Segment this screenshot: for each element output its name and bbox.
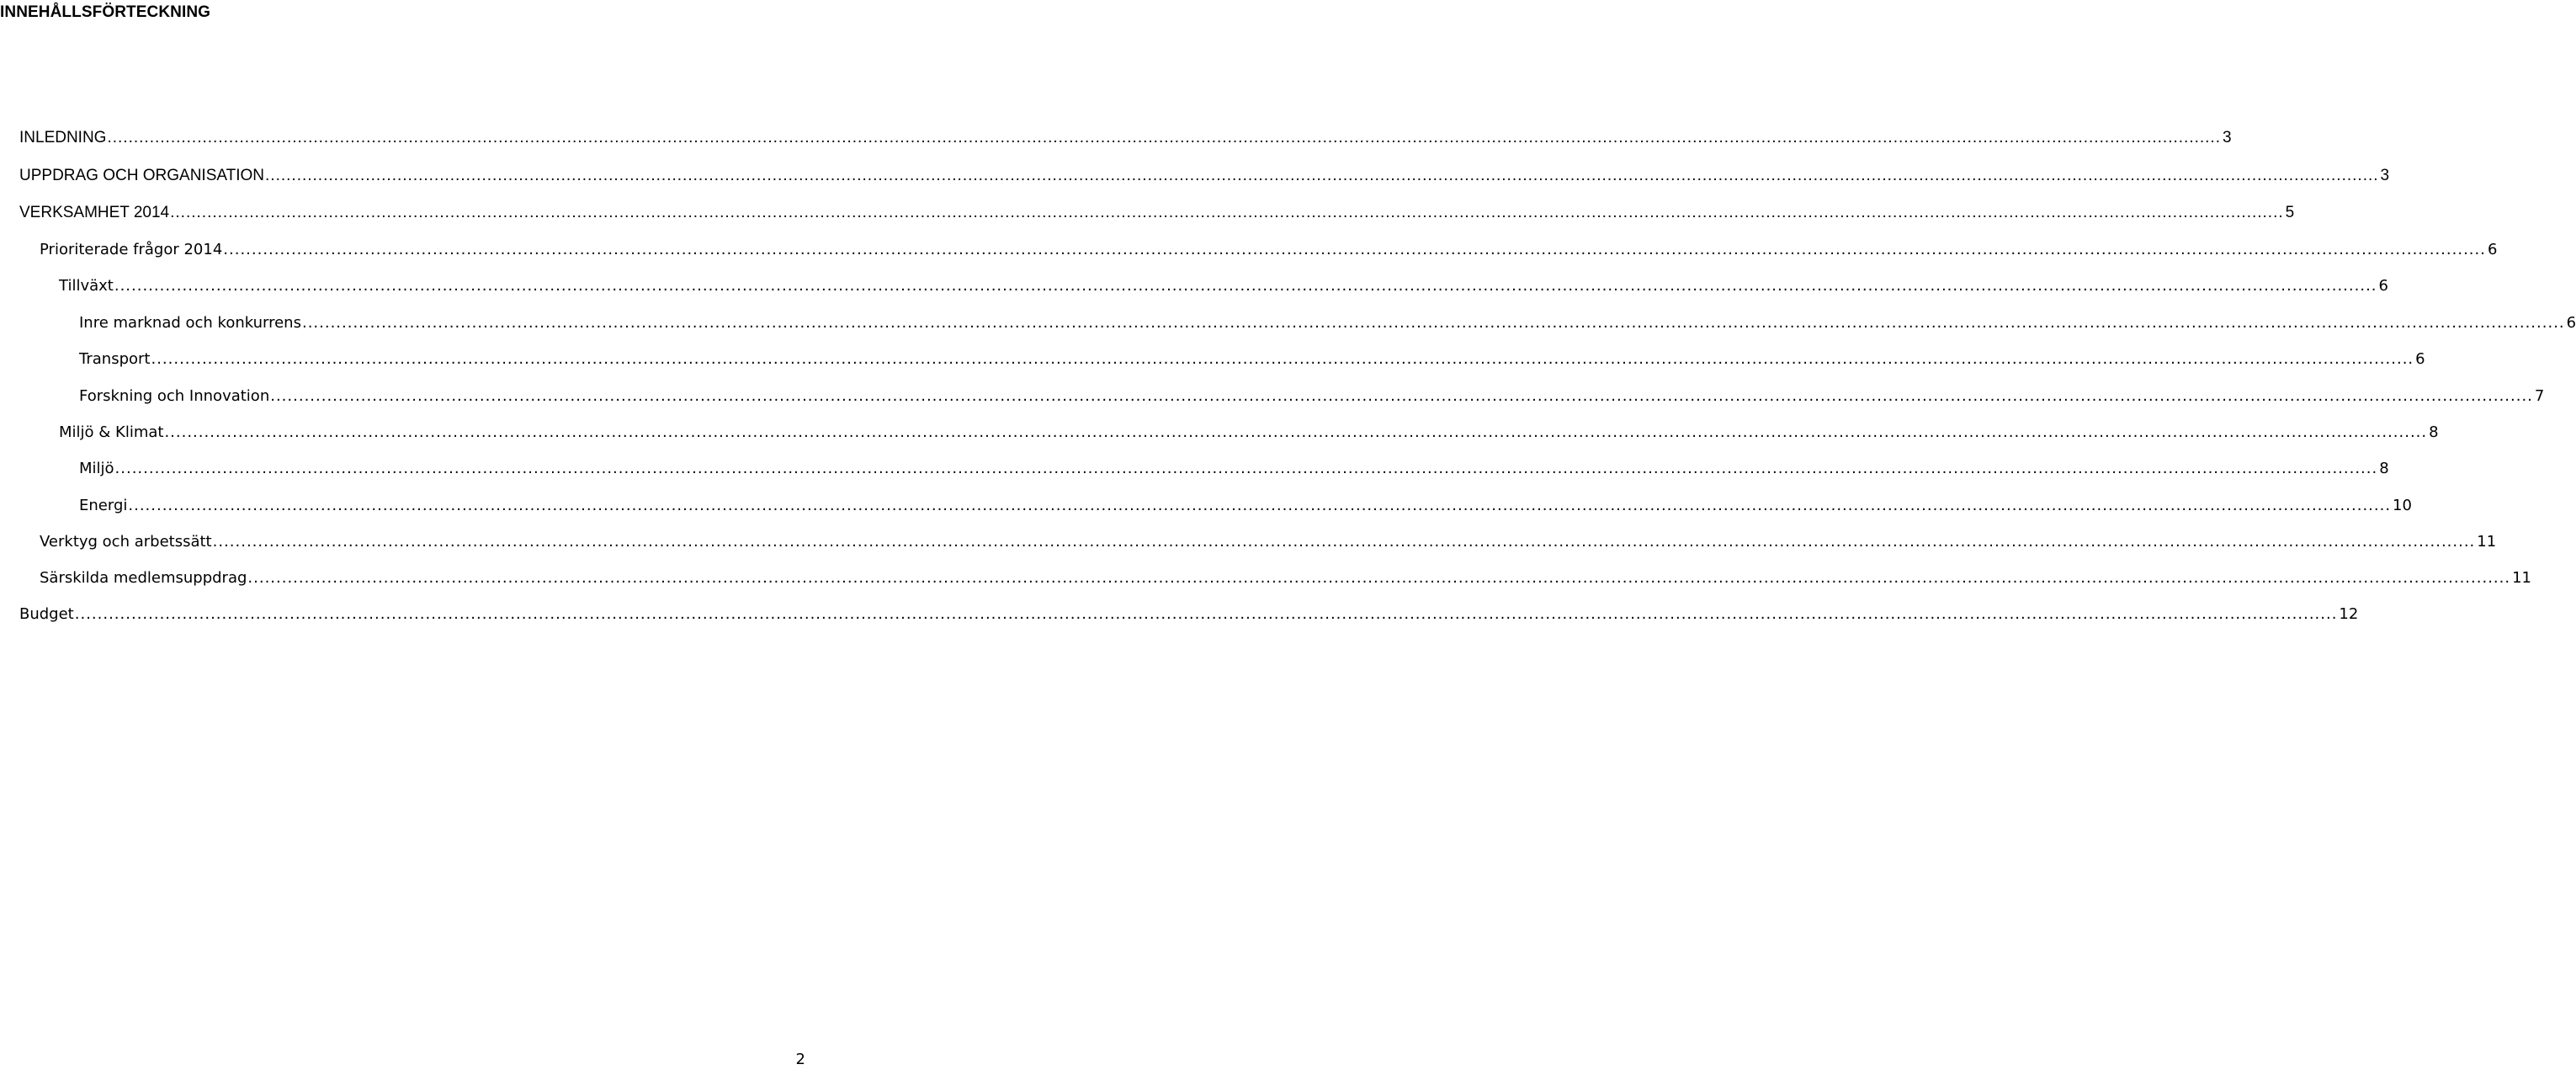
toc-entry-page: 11 [2512,569,2531,587]
toc-entry-row [59,271,2388,301]
toc-entry-page: 3 [2380,167,2390,184]
toc-entry-page: 12 [2339,605,2359,623]
toc-entry-row [40,235,2498,265]
toc-entry[interactable] [0,563,2531,593]
toc-entry-row [79,454,2389,484]
toc-entry[interactable] [0,527,2497,557]
toc-entry-title: Budget [19,605,74,623]
toc-dot-leader: ................................................................................................................................................................................................................................................................................................................................................................................................................ [128,497,2392,514]
toc-dot-leader: ................................................................................................................................................................................................................................................................................................................................................................................................................ [74,605,2338,623]
toc-entry-title: Prioriterade frågor 2014 [40,241,223,258]
toc-entry-row [40,563,2531,593]
toc-entry-row [79,381,2545,412]
toc-entry-title: Inre marknad och konkurrens [79,314,301,332]
toc-entry-page: 11 [2477,533,2497,551]
toc-dot-leader: ................................................................................................................................................................................................................................................................................................................................................................................................................ [212,533,2476,551]
toc-entry[interactable] [0,381,2545,412]
toc-entry-title: Verktyg och arbetssätt [40,533,212,551]
toc-entry-row [19,198,2295,228]
toc-entry[interactable] [0,344,2425,375]
toc-entry-page: 6 [2378,277,2388,295]
toc-entry-title: VERKSAMHET 2014 [19,204,170,221]
toc-entry-page: 8 [2429,423,2439,441]
toc-entry-title: Miljö & Klimat [59,423,164,441]
toc-heading: INNEHÅLLSFÖRTECKNING [0,3,211,21]
toc-entry-page: 6 [2566,314,2576,332]
toc-entry-row [40,527,2497,557]
toc-dot-leader: ................................................................................................................................................................................................................................................................................................................................................................................................................ [301,314,2565,332]
toc-entry-title: UPPDRAG OCH ORGANISATION [19,167,265,184]
toc-entry-page: 6 [2487,241,2498,258]
toc-entry[interactable] [0,271,2388,301]
toc-dot-leader: ................................................................................................................................................................................................................................................................................................................................................................................................................ [247,569,2511,587]
toc-entry-title: Särskilda medlemsuppdrag [40,569,247,587]
toc-dot-leader: ................................................................................................................................................................................................................................................................................................................................................................................................................ [223,241,2486,258]
toc-dot-leader: ................................................................................................................................................................................................................................................................................................................................................................................................................ [114,460,2378,477]
toc-entry-title: Energi [79,497,128,514]
toc-entry[interactable] [0,161,2390,191]
toc-entry-page: 8 [2379,460,2389,477]
toc-entry[interactable] [0,308,2576,338]
toc-entry-row [79,344,2425,375]
toc-entry-title: Forskning och Innovation [79,387,270,405]
toc-entry-row [79,308,2576,338]
toc-entry[interactable] [0,599,2359,630]
toc-entry-page: 6 [2415,350,2425,368]
toc-entry-page: 3 [2223,129,2232,146]
toc-entry-page: 7 [2534,387,2545,405]
toc-entry-title: Transport [79,350,151,368]
toc-dot-leader: ................................................................................................................................................................................................................................................................................................................................................................................................................ [170,204,2284,221]
toc-entry[interactable] [0,235,2498,265]
toc-dot-leader: ................................................................................................................................................................................................................................................................................................................................................................................................................ [270,387,2533,405]
page-number: 2 [795,1051,805,1068]
toc-dot-leader: ................................................................................................................................................................................................................................................................................................................................................................................................................ [114,277,2377,295]
toc-entry[interactable] [0,454,2389,484]
toc-entry[interactable] [0,418,2439,448]
toc-entry-title: Tillväxt [59,277,114,295]
toc-entry-page: 10 [2393,497,2412,514]
toc-entry-row [19,161,2390,191]
toc-dot-leader: ................................................................................................................................................................................................................................................................................................................................................................................................................ [107,129,2221,146]
toc-entry[interactable] [0,123,2232,153]
toc-entry-title: INLEDNING [19,129,107,146]
toc-entry-row [19,599,2359,630]
toc-entry-title: Miljö [79,460,114,477]
toc-dot-leader: ................................................................................................................................................................................................................................................................................................................................................................................................................ [151,350,2414,368]
toc-entry[interactable] [0,198,2295,228]
toc-entry-row [19,123,2232,153]
toc-entry-page: 5 [2285,204,2295,221]
toc-dot-leader: ................................................................................................................................................................................................................................................................................................................................................................................................................ [265,167,2379,184]
toc-entry[interactable] [0,491,2412,521]
toc-dot-leader: ................................................................................................................................................................................................................................................................................................................................................................................................................ [164,423,2428,441]
toc-entry-row [79,491,2412,521]
toc-entry-row [59,418,2439,448]
